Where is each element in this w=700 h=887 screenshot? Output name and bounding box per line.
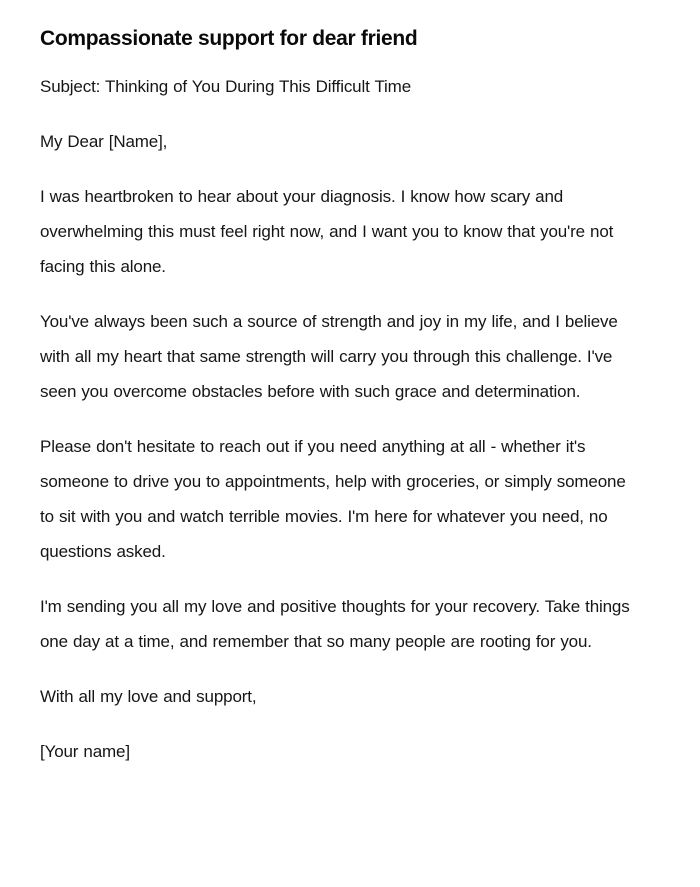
body-paragraph: Please don't hesitate to reach out if you need anything at all - whether it's someone to drive you to appointments, help with groceries, or simply someone to sit with you and watch terrible movies. I'm here for whatever you need, no questions asked. bbox=[40, 437, 626, 561]
body-paragraph: You've always been such a source of strength and joy in my life, and I believe with all my heart that same strength will carry you through this challenge. I've seen you overcome obstacles before with such grace and determination. bbox=[40, 312, 618, 401]
closing-line: With all my love and support, bbox=[40, 687, 257, 706]
document-title: Compassionate support for dear friend bbox=[40, 27, 418, 50]
body-paragraph: I'm sending you all my love and positive thoughts for your recovery. Take things one day at a time, and remember that so many people are rooting for you. bbox=[40, 597, 630, 651]
signature-placeholder: [Your name] bbox=[40, 742, 130, 761]
salutation: My Dear [Name], bbox=[40, 132, 168, 151]
subject-line: Subject: Thinking of You During This Difficult Time bbox=[40, 77, 411, 96]
body-paragraph: I was heartbroken to hear about your diagnosis. I know how scary and overwhelming this must feel right now, and I want you to know that you're not facing this alone. bbox=[40, 187, 614, 276]
